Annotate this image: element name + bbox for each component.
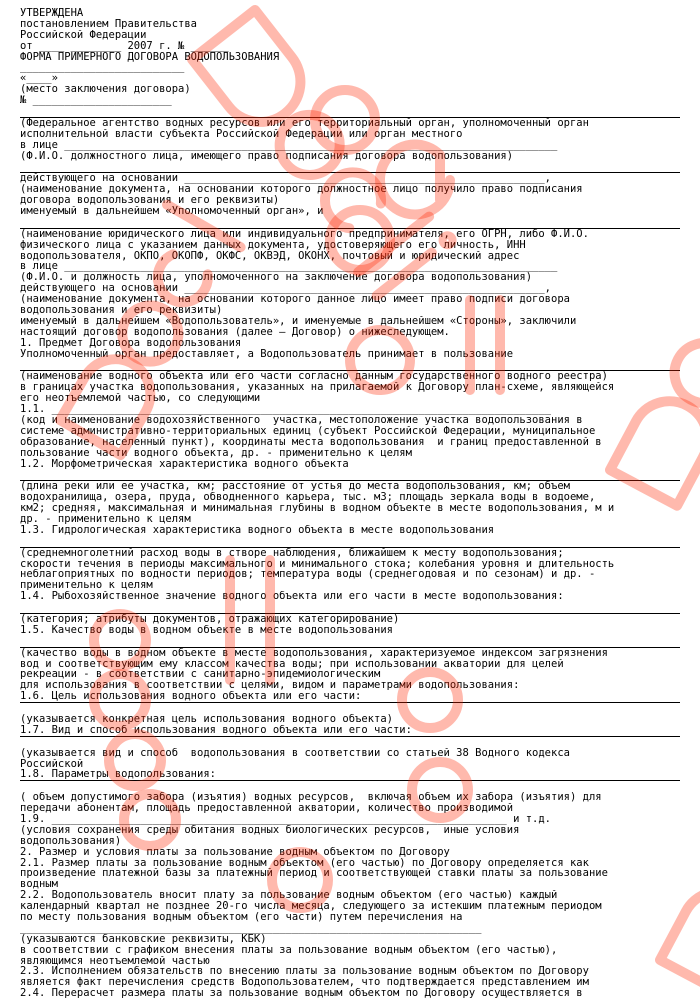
document-line: календарный квартал не позднее 20-го числа месяца, следующего за истекшим платежным периодом	[20, 901, 602, 913]
document-line: 1.7. Вид и способ использования водного объекта или его части:	[20, 725, 680, 737]
document-line: 1.2. Морфометрическая характеристика водного объекта	[20, 458, 349, 470]
document-line: является факт перечисления средств Водопользователем, что подтверждается представлением им	[20, 977, 589, 989]
document-line: (Ф.И.О. должностного лица, имеющего право подписания договора водопользования)	[20, 150, 514, 162]
document-line: «____»	[20, 73, 58, 85]
document-line: 2.2. Водопользователь вносит плату за пользование водным объектом (его частью) каждый	[20, 890, 558, 902]
document-line: 1.8. Параметры водопользования:	[20, 769, 680, 781]
document-line: его неотъемлемой частью, со следующими	[20, 393, 261, 405]
document-line: (указывается конкретная цель использования водного объекта)	[20, 714, 393, 725]
document-line: (указываются банковские реквизиты, КБК)	[20, 933, 267, 945]
document-line: по месту пользования водным объектом (его части) путем перечисления на	[20, 912, 463, 923]
document-line: (место заключения договора)	[20, 84, 191, 96]
document-line: пользование части водного объекта, др. - применительно к целям	[20, 447, 412, 459]
document-line: именуемый в дальнейшем «Водопользователь», и именуемые в дальнейшем «Стороны», заключили	[20, 315, 577, 327]
document-line: договора водопользования и его реквизиты)	[20, 195, 280, 207]
document-line	[20, 602, 680, 614]
document-line: постановлением Правительства	[20, 18, 198, 30]
document-line: для использования в соответствии с целями, видом и параметрами водопользования:	[20, 680, 520, 692]
contract-form-document	[20, 8, 680, 999]
document-line: 2.4. Перерасчет размера платы за пользование водным объектом по Договору осуществляется в	[20, 988, 583, 1000]
document-line: водопользования и его реквизиты)	[20, 305, 223, 316]
document-line: 1. Предмет Договора водопользования	[20, 337, 242, 349]
document-line: _________________________________________________________________________	[20, 922, 482, 934]
document-line	[20, 737, 680, 748]
document-line: 1.9. ________________________________________________________________________ и т.д.	[20, 814, 552, 825]
document-line: действующего на основании _________________________________________________________,	[20, 173, 552, 185]
document-line: в лице ______________________________________________________________________________	[20, 261, 558, 273]
document-line: физического лица с указанием данных документа, удостоверяющего его личность, ИНН	[20, 239, 526, 251]
document-line: вод и соответствующим ему классом качества воды; при использовании акватории для целей	[20, 658, 564, 670]
document-line: (среднемноголетний расход воды в створе наблюдения, ближайшем к месту водопользования;	[20, 547, 564, 559]
document-line: (наименование юридического лица или индивидуального предпринимателя, его ОГРН, либо Ф.И.О.	[20, 228, 589, 240]
document-line: Уполномоченный орган предоставляет, а Водопользователь принимает в пользование	[20, 348, 514, 360]
document-line: № ______________________	[20, 95, 172, 107]
document-line	[20, 106, 680, 118]
document-line: (Ф.И.О. и должность лица, уполномоченного на заключение договора водопользования)	[20, 272, 533, 284]
document-line: (код и наименование водохозяйственного участка, местоположение участка водопользования в	[20, 414, 583, 426]
document-line: от ____ ________ 2007 г. № ______	[20, 40, 229, 52]
document-line: 1.3. Гидрологическая характеристика водного объекта в месте водопользования	[20, 524, 495, 536]
document-line: именуемый в дальнейшем «Уполномоченный орган», и	[20, 206, 324, 217]
document-line: 1.4. Рыбохозяйственное значение водного объекта или его части в месте водопользования:	[20, 591, 564, 603]
document-line: (указывается вид и способ водопользования в соответствии со статьей 38 Водного кодекса	[20, 747, 570, 759]
document-line: водохранилища, озера, пруда, обводненного карьера, тыс. м3; площадь зеркала воды в водоеме,	[20, 492, 596, 504]
document-line: (длина реки или ее участка, км; расстояние от устья до места водопользования, км; объем	[20, 481, 570, 493]
document-line: настоящий договор водопользования (далее – Договор) о нижеследующем.	[20, 326, 450, 338]
document-line: произведение платежной базы за платежный период и соответствующей ставки платы за пользование	[20, 868, 608, 880]
document-line	[20, 703, 680, 714]
document-line: 2.1. Размер платы за пользование водным объектом (его частью) по Договору определяется как	[20, 857, 589, 869]
document-line: 2. Размер и условия платы за пользование водным объектом по Договору	[20, 846, 450, 858]
document-line: являющимся неотъемлемой частью	[20, 955, 210, 967]
document-line: Российской	[20, 758, 84, 770]
document-line: (качество воды в водном объекте в месте водопользования, характеризуемое индексом загрязнения	[20, 647, 608, 659]
document-line: 1.6. Цель использования водного объекта или его части:	[20, 691, 680, 703]
document-line: (категория; атрибуты документов, отражающих категорирование)	[20, 613, 400, 625]
document-line: УТВЕРЖДЕНА	[20, 8, 84, 19]
document-line: (Федеральное агентство водных ресурсов или его территориальный орган, уполномоченный орган	[20, 117, 589, 129]
document-line: скорости течения в периоды максимального и минимального стока; колебания уровня и длительность	[20, 558, 615, 570]
document-line: передачи абонентам, площадь предоставленной акватории, количество производимой	[20, 803, 514, 815]
document-line	[20, 536, 680, 548]
document-line: (наименование документа, на основании которого данное лицо имеет право подписи договора	[20, 294, 570, 306]
document-line: образование, населенный пункт), координаты места водопользования и границ предоставленной в	[20, 436, 602, 448]
document-line: водным	[20, 879, 58, 891]
document-line	[20, 360, 680, 372]
document-line: км2; средняя, максимальная и минимальная глубины в водном объекте в месте водопользования, м и	[20, 503, 615, 514]
document-line: в соответствии с графиком внесения платы за пользование водным объектом (его частью),	[20, 944, 558, 956]
document-line: __________________________	[20, 62, 185, 74]
document-line	[20, 161, 680, 173]
document-line: исполнительной власти субъекта Российской Федерации или орган местного	[20, 128, 463, 140]
document-line: (наименование документа, на основании которого должностное лицо получило право подписания	[20, 184, 583, 196]
document-line: 1.1. _______________________________________________________________________________	[20, 404, 552, 415]
document-line: водопользователя, ОКПО, ОКОПФ, ОКФС, ОКВЭД, ОКОНХ, почтовый и юридический адрес	[20, 250, 520, 262]
document-line: 1.5. Качество воды в водном объекте в месте водопользования	[20, 624, 393, 636]
document-line: ( объем допустимого забора (изъятия) водных ресурсов, включая объем их забора (изъятия) для	[20, 792, 602, 804]
document-line	[20, 781, 680, 792]
document-line: (условия сохранения среды обитания водных биологических ресурсов, иные условия	[20, 824, 520, 836]
document-line: 2.3. Исполнением обязательств по внесению платы за пользование водным объектом по Договору	[20, 966, 589, 978]
document-line	[20, 469, 680, 481]
document-line: в границах участка водопользования, указанных на прилагаемой к Договору план-схеме, являющейся	[20, 382, 615, 394]
document-line: применительно к целям	[20, 580, 153, 592]
document-line: системе административно-территориальных единиц (субъект Российской Федерации, муниципальное	[20, 425, 596, 437]
document-line: рекреации - в соответствии с санитарно-эпидемиологическим	[20, 669, 381, 681]
document-line: др. - применительно к целям	[20, 513, 191, 525]
document-line: Российской Федерации	[20, 29, 147, 41]
document-line: неблагоприятных по водности периодов; температура воды (среднегодовая и по сезонам) и др. -	[20, 569, 596, 581]
document-line: в лице ______________________________________________________________________________	[20, 139, 558, 151]
document-line: (наименование водного объекта или его части согласно данным государственного водного реестра)	[20, 371, 608, 383]
document-line: ФОРМА ПРИМЕРНОГО ДОГОВОРА ВОДОПОЛЬЗОВАНИЯ	[20, 51, 280, 63]
document-line	[20, 217, 680, 229]
document-line: водопользования)	[20, 835, 122, 847]
document-line: действующего на основании _________________________________________________________,	[20, 283, 552, 295]
document-line	[20, 636, 680, 648]
